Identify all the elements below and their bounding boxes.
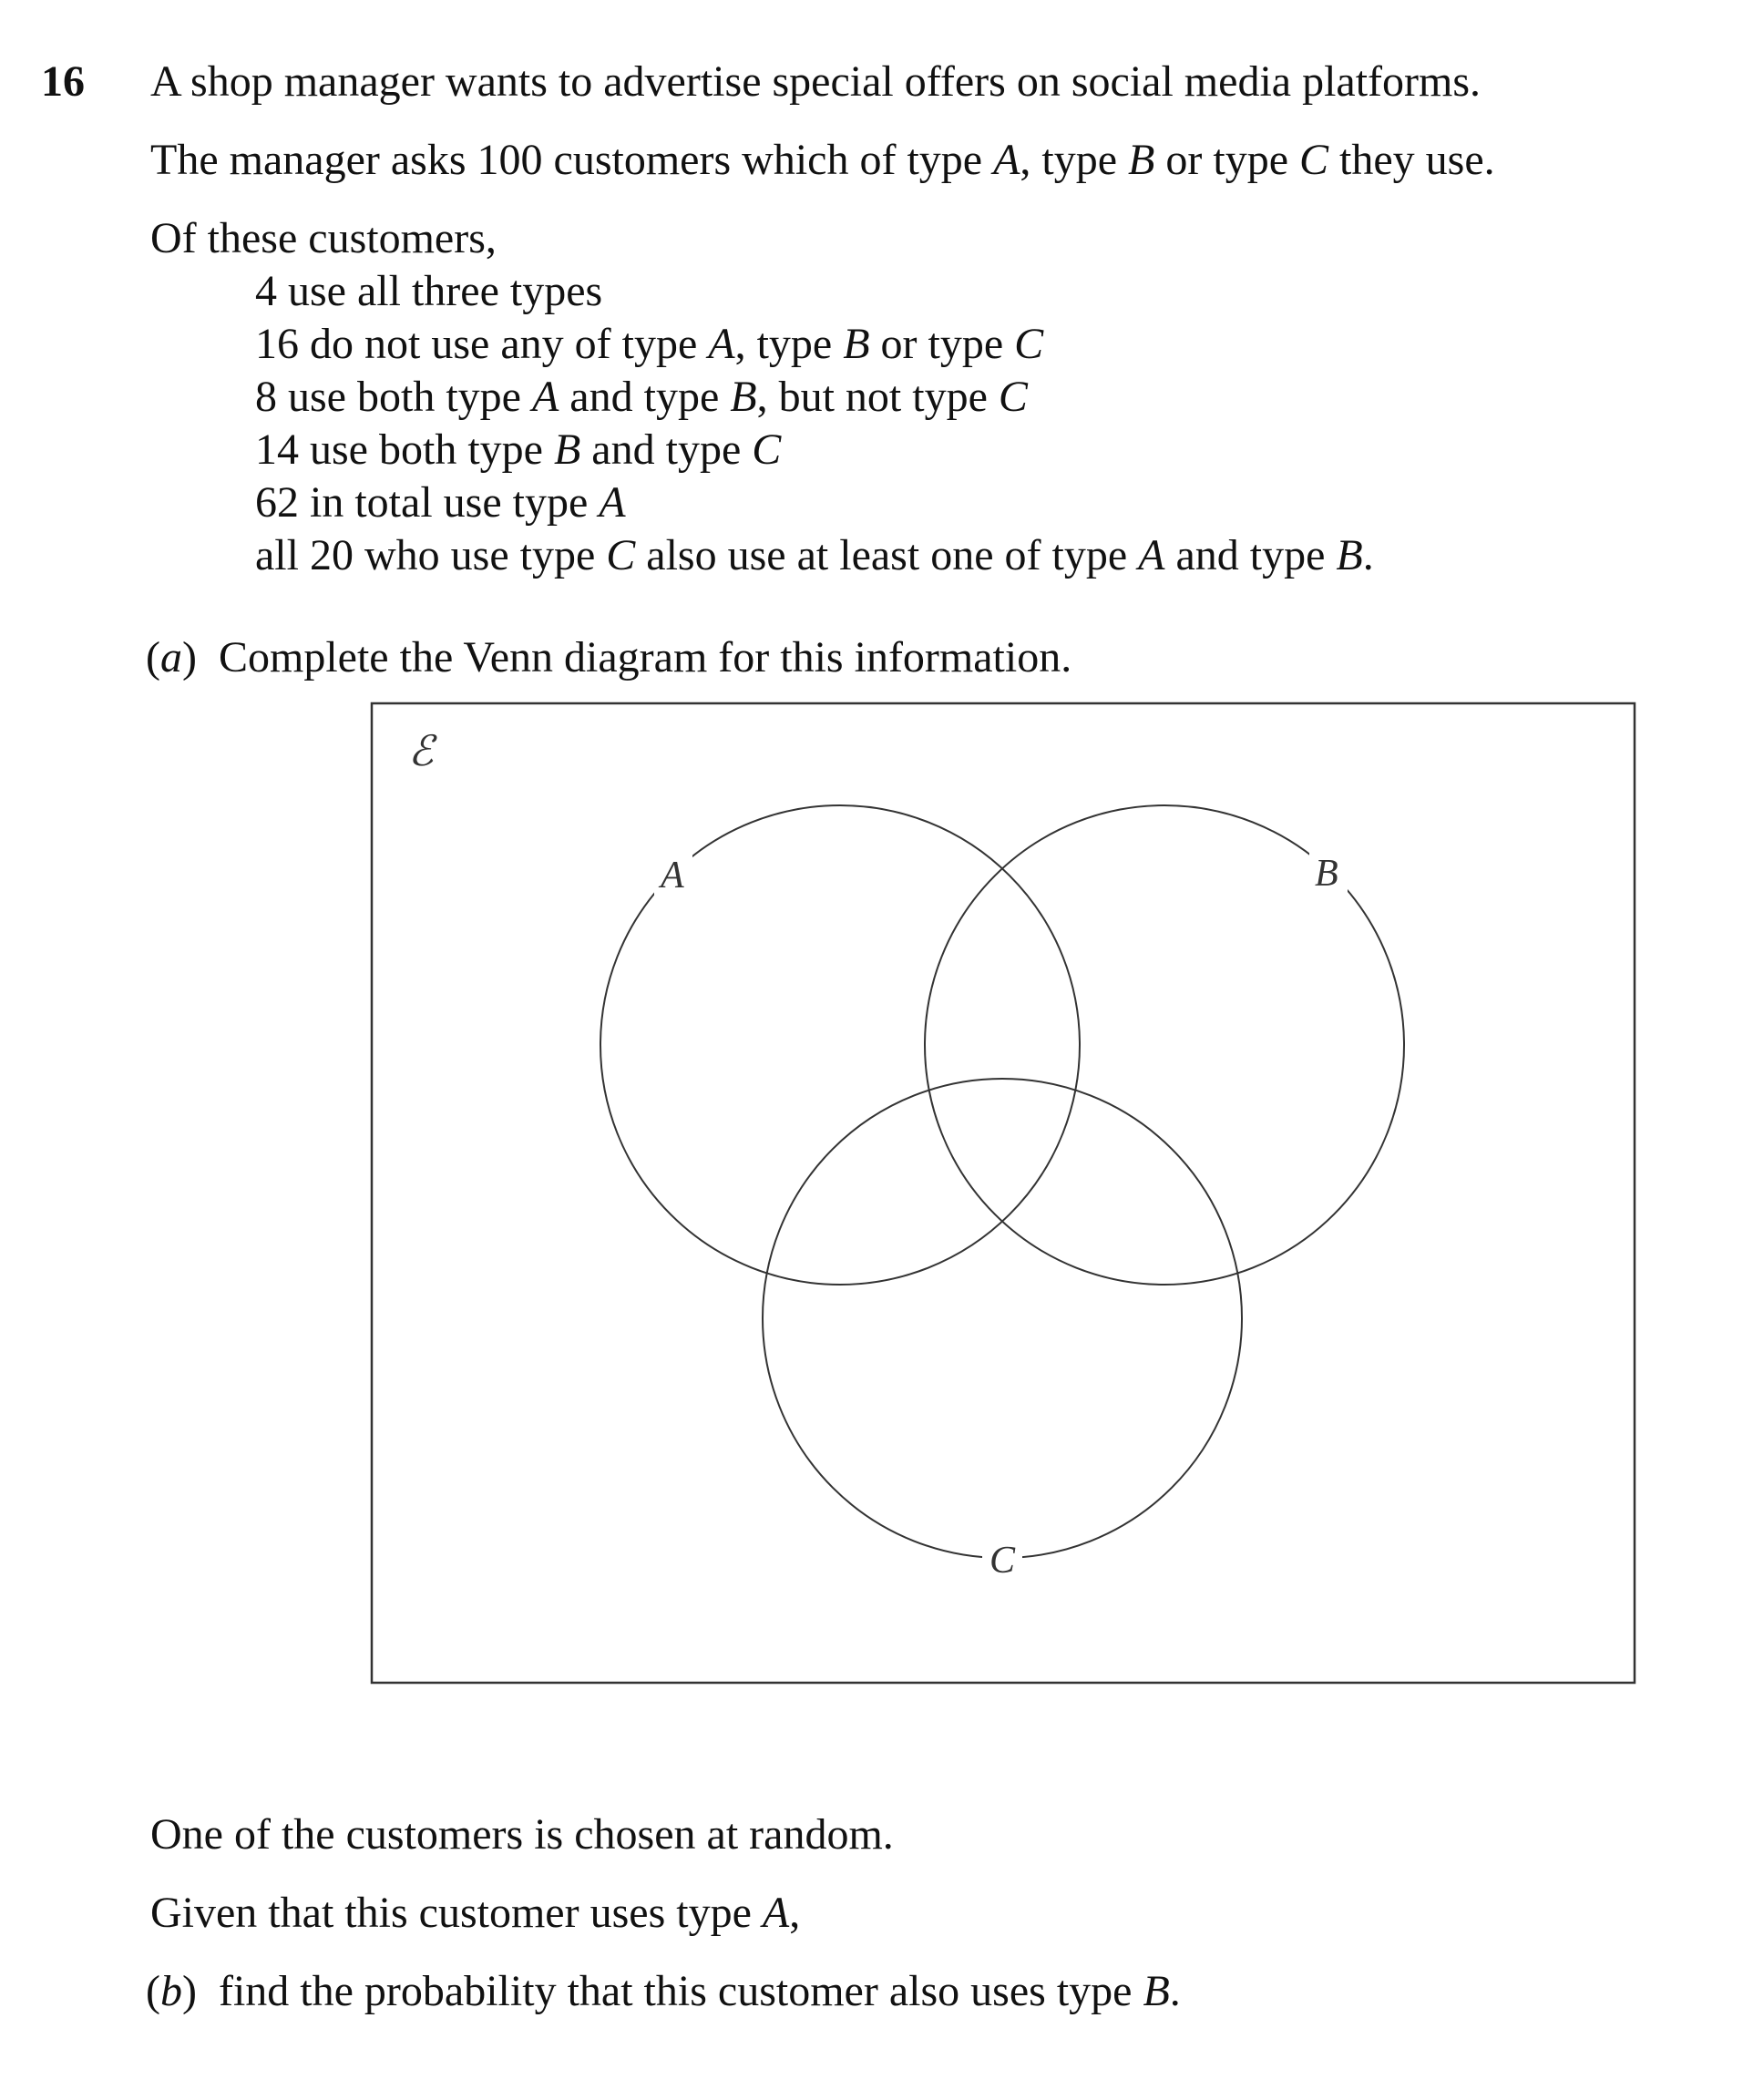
part-a: (a) Complete the Venn diagram for this information. [146, 633, 1072, 681]
intro-line-2: The manager asks 100 customers which of type A, type B or type C they use. [150, 136, 1495, 184]
universal-set-symbol: ℰ [408, 726, 434, 775]
intro-line-1: A shop manager wants to advertise special offers on social media platforms. [150, 57, 1482, 106]
set-a-label: A [661, 855, 684, 896]
set-c-circle [763, 1079, 1242, 1558]
of-these-customers: Of these customers, [150, 214, 497, 262]
given-line: Given that this customer uses type A, [150, 1889, 801, 1937]
condition-1: 4 use all three types [255, 267, 603, 315]
condition-2: 16 do not use any of type A, type B or type C [255, 320, 1044, 368]
set-b-label: B [1315, 853, 1338, 895]
question-number: 16 [41, 57, 85, 106]
part-b: (b) find the probability that this customer also uses type B. [146, 1967, 1181, 2015]
condition-4: 14 use both type B and type C [255, 425, 782, 474]
universal-set-box [372, 703, 1635, 1683]
random-line: One of the customers is chosen at random. [150, 1810, 894, 1859]
condition-6: all 20 who use type C also use at least one of type A and type B. [255, 531, 1374, 579]
condition-5: 62 in total use type A [255, 478, 626, 527]
condition-3: 8 use both type A and type B, but not type C [255, 373, 1028, 421]
set-c-label: C [989, 1540, 1016, 1582]
